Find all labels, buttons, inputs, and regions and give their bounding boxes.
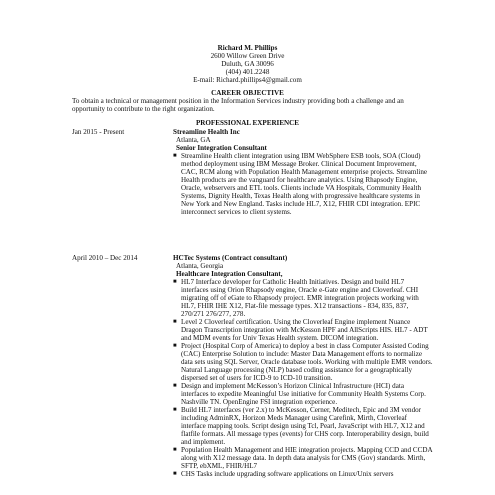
job-title: Healthcare Integration Consultant,	[176, 270, 283, 278]
list-item: ■ Level 2 Cloverleaf certification. Using the Cloverleaf Engine implement Nuance Dragon Transcription integration with McKesson HPF and AllScripts HIS. HL7 - ADT and MDM events for Univ Texas Health system. DICOM integration.	[173, 318, 428, 342]
company-name: HCTec Systems (Contract consultant)	[173, 254, 288, 262]
phone-number: (404) 401.2248	[225, 68, 270, 76]
objective-text: To obtain a technical or management position in the Information Services industry providing both a challenge and an opportunity to contribute to the right organization.	[72, 97, 404, 113]
job-title: Senior Integration Consultant	[176, 144, 267, 152]
job-body	[173, 254, 433, 478]
experience-heading: PROFESSIONAL EXPERIENCE	[195, 119, 300, 127]
list-item: ■ Streamline Health client integration using IBM WebSphere ESB tools, SOA (Cloud) method deployment using IBM Message Broker. Clinical Document Improvement, CAC, RCM along with Population Health Management enterprise projects. Streamline Health products are the vanguard for healthcare analytics. Using Rhapsody Engine, Oracle, webservers and ETL tools. Clients include VA Hospitals, Community Health Systems, Dignity Health, Texas Health along with progressive healthcare systems in New York and New England. Tasks include HL7, X12, FHIR CDI integration. EPIC interconnect services to client systems.	[173, 152, 428, 216]
street-address: 2600 Willow Green Drive	[210, 52, 285, 60]
job-bullets	[173, 152, 433, 216]
job-dates: April 2010 – Dec 2014	[72, 254, 138, 262]
objective-heading: CAREER OBJECTIVE	[211, 89, 284, 97]
bullet-icon: ■	[173, 279, 177, 285]
bullet-icon: ■	[173, 383, 177, 389]
candidate-name: Richard M. Phillips	[217, 44, 278, 52]
bullet-icon: ■	[173, 447, 177, 453]
bullet-icon: ■	[173, 407, 177, 413]
list-item: ■ Build HL7 interfaces (ver 2.x) to McKesson, Cerner, Meditech, Epic and 3M vendor including AdminRX, Horizon Meds Manager using Carefink, Mirth, Cloverleaf interface mapping tools. Script design using Tcl, Pearl, JavaScript with HL7, X12 and flatfile formats. All message types (events) for CHS corp. Interoperability design, build and implement.	[173, 406, 429, 446]
city-state-zip: Duluth, GA 30096	[221, 60, 274, 68]
contact-header	[0, 44, 495, 84]
list-item: ■ Population Health Management and HIE integration projects. Mapping CCD and CCDA along with X12 message data. In depth data analysis for CMS (Gov) standards. Mirth, SFTP, ebXML, FHIR/HL7	[173, 446, 433, 470]
job-bullets	[173, 278, 433, 478]
bullet-icon: ■	[173, 319, 177, 325]
job-location: Atlanta, Georgia	[176, 262, 224, 270]
job-location: Atlanta, GA	[176, 136, 211, 144]
bullet-icon: ■	[173, 343, 177, 349]
list-item: ■ HL7 Interface developer for Catholic Health Initiatives. Design and build HL7 interfaces using Orion Rhapsody engine, Oracle e-Gate engine and Cloverleaf. CHI migrating off of eGate to Rhapsody project. EMR integration projects working with HL7, FHIR IHE X12, Flat-file message types. X12 transactions - 834, 835, 837, 270/271 276/277, 278.	[173, 278, 419, 318]
company-name: Streamline Health Inc	[173, 128, 240, 136]
job-dates: Jan 2015 - Present	[72, 128, 125, 136]
bullet-icon: ■	[173, 153, 177, 159]
bullet-icon: ■	[173, 471, 177, 477]
job-body	[173, 128, 433, 216]
list-item: ■ CHS Tasks include upgrading software applications on Linux/Unix servers	[173, 470, 394, 478]
list-item: ■ Project (Hospital Corp of America) to deploy a best in class Computer Assisted Coding (CAC) Enterprise Solution to include: Master Data Management efforts to normalize data sets using SQL Server, Oracle database tools. Working with multiple EMR vendors. Natural Language processing (NLP) based coding assistance for a geographically dispersed set of users for ICD-9 to ICD-10 transition.	[173, 342, 433, 382]
email-address: E-mail: Richard.phillips4@gmail.com	[193, 76, 302, 84]
list-item: ■ Design and implement McKesson’s Horizon Clinical Infrastructure (HCI) data interfaces to expedite Meaningful Use initiative for Community Health Systems Corp. Nashville TN. OpenEngine FSI integration experience.	[173, 382, 426, 406]
